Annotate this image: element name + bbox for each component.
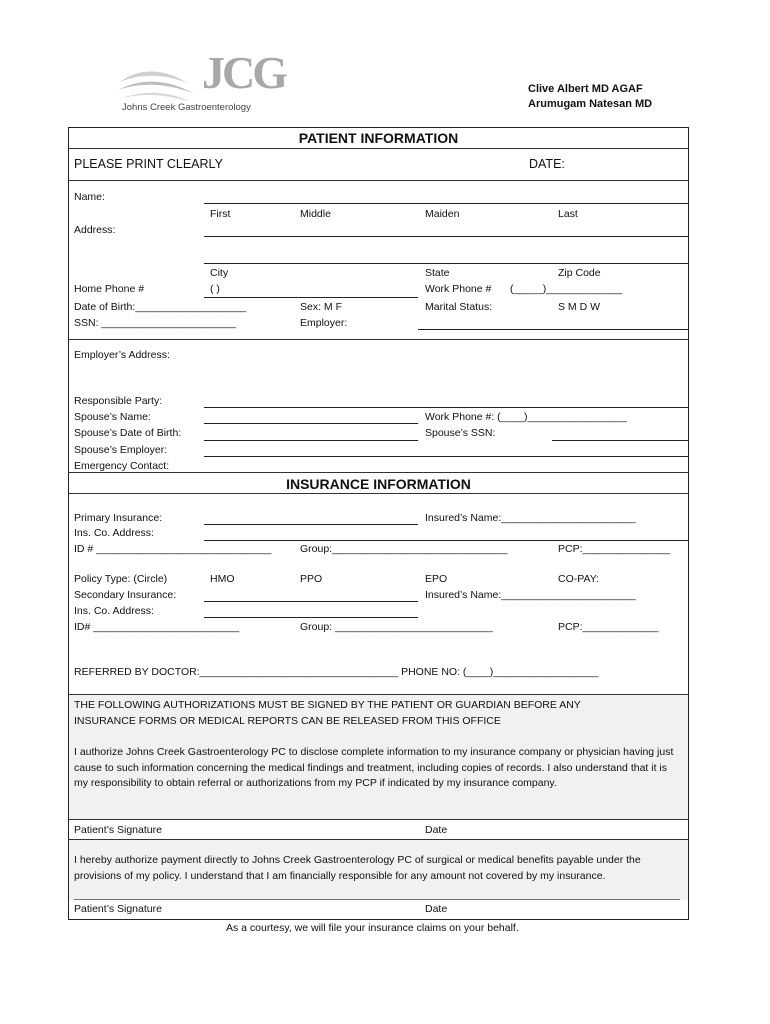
- spouse-name-field[interactable]: [204, 423, 418, 424]
- primary-insurance-label: Primary Insurance:: [74, 512, 163, 524]
- authorization-heading-2: INSURANCE FORMS OR MEDICAL REPORTS CAN BE RELEASED FROM THIS OFFICE: [74, 715, 501, 727]
- dob-field[interactable]: Date of Birth:___________________: [74, 301, 247, 313]
- spouse-dob-field[interactable]: [204, 440, 418, 441]
- divider: [69, 148, 688, 149]
- spouse-employer-label: Spouse’s Employer:: [74, 444, 168, 456]
- practice-logo: [118, 44, 285, 116]
- pcp-field[interactable]: PCP:_______________: [558, 543, 671, 555]
- marital-label: Marital Status:: [425, 301, 493, 313]
- signature-line: [74, 899, 680, 900]
- address-label: Address:: [74, 224, 116, 236]
- epo-option[interactable]: EPO: [425, 573, 448, 585]
- logo-text: Johns Creek Gastroenterology: [122, 102, 251, 113]
- release-authorization-text: I authorize Johns Creek Gastroenterology PC to disclose complete information to my insurance company or physician having just cause to such information concerning the medical findings and treatment, including copies of records. I also understand that it is my responsibility to obtain referral or authorizations from my PCP if indicated by my insurance company.: [74, 746, 674, 789]
- ins-address-2-field[interactable]: [204, 617, 418, 618]
- name-field[interactable]: [204, 203, 688, 204]
- divider: [69, 339, 688, 340]
- work-phone-label: Work Phone #: [425, 283, 492, 295]
- home-phone-paren: ( ): [210, 283, 220, 295]
- ins-address-field[interactable]: [204, 540, 688, 541]
- ppo-option[interactable]: PPO: [300, 573, 323, 585]
- middle-label: Middle: [300, 208, 331, 220]
- authorization-heading-1: THE FOLLOWING AUTHORIZATIONS MUST BE SIGNED BY THE PATIENT OR GUARDIAN BEFORE ANY: [74, 699, 581, 711]
- ins-address-2-label: Ins. Co. Address:: [74, 605, 154, 617]
- signature-date-2[interactable]: Date: [425, 903, 448, 915]
- address-field-2[interactable]: [204, 263, 688, 264]
- patient-section-title: PATIENT INFORMATION: [298, 130, 459, 146]
- footer-note: As a courtesy, we will file your insurance claims on your behalf.: [226, 922, 519, 934]
- responsible-party-field[interactable]: [204, 407, 688, 408]
- patient-signature-1[interactable]: Patient’s Signature: [74, 824, 162, 836]
- maiden-label: Maiden: [425, 208, 460, 220]
- work-phone-field[interactable]: (_____)_____________: [510, 283, 623, 295]
- ins-address-label: Ins. Co. Address:: [74, 527, 154, 539]
- spouse-ssn-field[interactable]: [552, 440, 688, 441]
- employer-field[interactable]: [418, 329, 688, 330]
- id-2-field[interactable]: ID# _________________________: [74, 621, 240, 633]
- insurance-section-title: INSURANCE INFORMATION: [286, 476, 471, 492]
- insured-name-2-field[interactable]: Insured’s Name:_______________________: [425, 589, 636, 601]
- divider: [69, 180, 688, 181]
- address-field-1[interactable]: [204, 236, 688, 237]
- secondary-insurance-field[interactable]: [204, 601, 418, 602]
- id-field[interactable]: ID # ______________________________: [74, 543, 272, 555]
- responsible-party-label: Responsible Party:: [74, 395, 163, 407]
- employer-label: Employer:: [300, 317, 348, 329]
- divider: [69, 839, 688, 840]
- group-field[interactable]: Group:______________________________: [300, 543, 508, 555]
- svg-text:JCG: JCG: [202, 47, 285, 98]
- policy-type-label: Policy Type: (Circle): [74, 573, 168, 585]
- payment-authorization-text: I hereby authorize payment directly to Johns Creek Gastroenterology PC of surgical or medical benefits payable under the provisions of my policy. I understand that I am financially responsible for any amount not covered by my insurance.: [74, 854, 641, 882]
- sex-field[interactable]: Sex: M F: [300, 301, 343, 313]
- pcp-2-field[interactable]: PCP:_____________: [558, 621, 659, 633]
- spouse-dob-label: Spouse’s Date of Birth:: [74, 427, 182, 439]
- ssn-field[interactable]: SSN: _______________________: [74, 317, 236, 329]
- hmo-option[interactable]: HMO: [210, 573, 235, 585]
- patient-signature-2[interactable]: Patient’s Signature: [74, 903, 162, 915]
- divider: [69, 493, 688, 494]
- copay-label: CO-PAY:: [558, 573, 600, 585]
- primary-insurance-field[interactable]: [204, 524, 418, 525]
- emergency-contact-label: Emergency Contact:: [74, 460, 170, 472]
- first-label: First: [210, 208, 231, 220]
- doctor-name-2: Arumugam Natesan MD: [528, 98, 653, 110]
- spouse-ssn-label: Spouse’s SSN:: [425, 427, 496, 439]
- state-label: State: [425, 267, 450, 279]
- spouse-employer-field[interactable]: [204, 456, 688, 457]
- zip-label: Zip Code: [558, 267, 601, 279]
- last-label: Last: [558, 208, 578, 220]
- name-label: Name:: [74, 191, 105, 203]
- spouse-name-label: Spouse’s Name:: [74, 411, 151, 423]
- insured-name-field[interactable]: Insured’s Name:_______________________: [425, 512, 636, 524]
- secondary-insurance-label: Secondary Insurance:: [74, 589, 177, 601]
- home-phone-field[interactable]: [204, 297, 418, 298]
- referred-by-field[interactable]: REFERRED BY DOCTOR:__________________________________ PHONE NO: (____)__________________: [74, 666, 599, 678]
- marital-options[interactable]: S M D W: [558, 301, 600, 313]
- spouse-work-phone-field[interactable]: Work Phone #: (____)_________________: [425, 411, 627, 423]
- city-label: City: [210, 267, 229, 279]
- signature-date-1[interactable]: Date: [425, 824, 448, 836]
- divider: [69, 819, 688, 820]
- home-phone-label: Home Phone #: [74, 283, 145, 295]
- divider: [69, 472, 688, 473]
- doctor-name-1: Clive Albert MD AGAF: [528, 83, 643, 95]
- group-2-field[interactable]: Group: ___________________________: [300, 621, 493, 633]
- employer-address-label: Employer’s Address:: [74, 349, 170, 361]
- print-clearly-label: PLEASE PRINT CLEARLY: [74, 157, 223, 171]
- date-label: DATE:: [529, 157, 565, 171]
